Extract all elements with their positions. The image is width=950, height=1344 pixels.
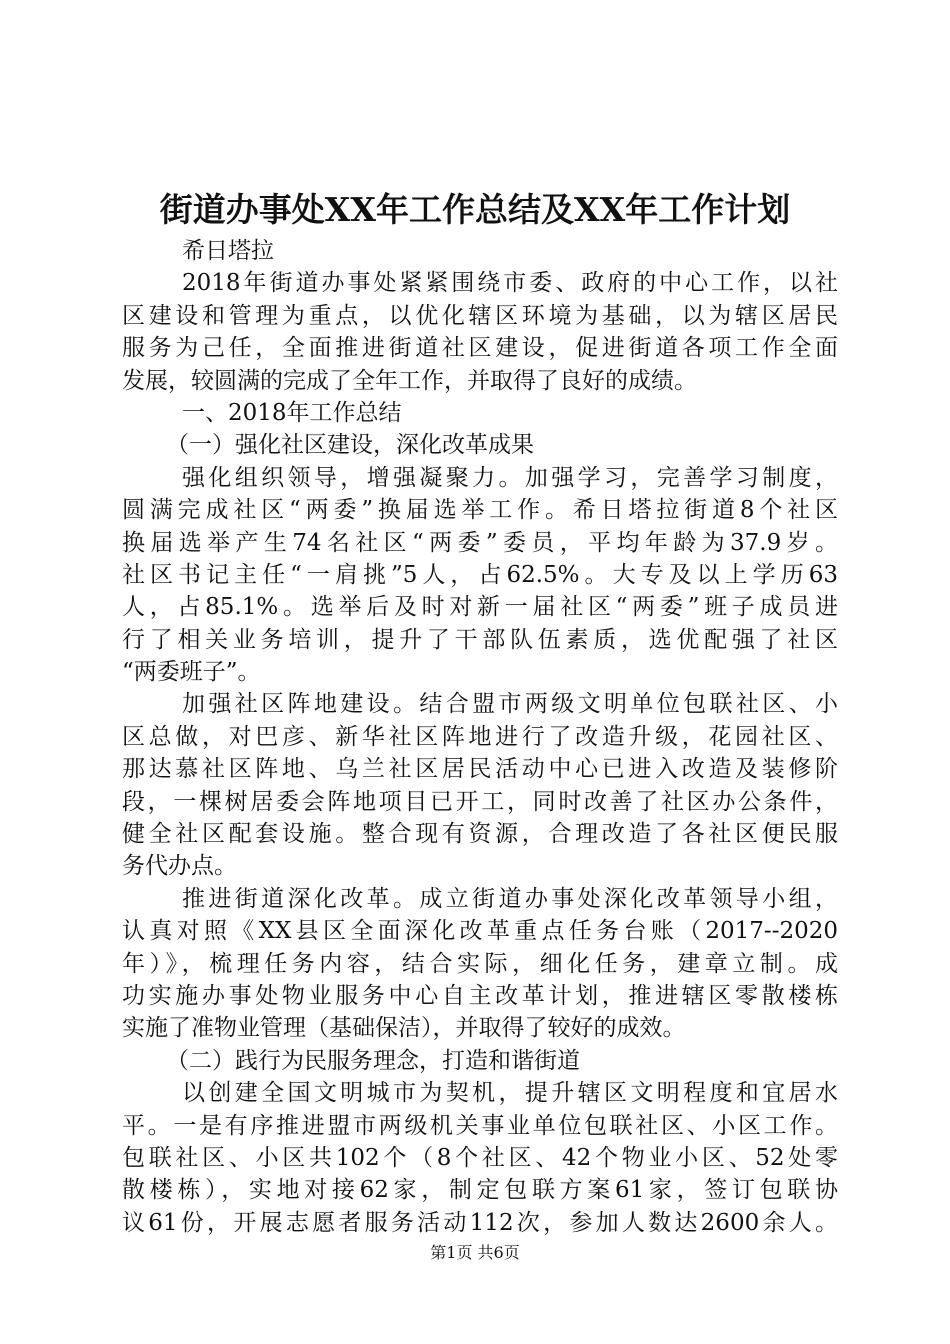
body-line: 包联社区、小区共102个（8个社区、42个物业小区、52处零 bbox=[122, 1144, 838, 1171]
body-line: 健全社区配套设施。整合现有资源，合理改造了各社区便民服 bbox=[122, 821, 838, 848]
body-line: 区总做，对巴彦、新华社区阵地进行了改造升级，花园社区、 bbox=[122, 723, 838, 750]
body-line: 认真对照《XX县区全面深化改革重点任务台账（2017--2020 bbox=[122, 918, 838, 945]
body-line: （二）践行为民服务理念，打造和谐街道 bbox=[166, 1047, 580, 1074]
body-line: 议61份，开展志愿者服务活动112次，参加人数达2600余人。 bbox=[122, 1209, 838, 1236]
body-line: 以创建全国文明城市为契机，提升辖区文明程度和宜居水 bbox=[182, 1080, 838, 1107]
body-line: 年）》，梳理任务内容，结合实际，细化任务，建章立制。成 bbox=[122, 950, 838, 977]
body-line: （一）强化社区建设，深化改革成果 bbox=[166, 432, 534, 459]
body-line: “两委班子”。 bbox=[122, 659, 261, 686]
body-line: 社区书记主任“一肩挑”5人，占62.5%。大专及以上学历63 bbox=[122, 561, 838, 588]
document-body bbox=[122, 235, 838, 1239]
body-line: 散楼栋），实地对接62家，制定包联方案61家，签订包联协 bbox=[122, 1177, 838, 1204]
body-line: 人，占85.1%。选举后及时对新一届社区“两委”班子成员进 bbox=[122, 594, 838, 621]
body-line: 推进街道深化改革。成立街道办事处深化改革领导小组， bbox=[182, 885, 838, 912]
body-line: 功实施办事处物业服务中心自主改革计划，推进辖区零散楼栋 bbox=[122, 982, 838, 1009]
body-line: 强化组织领导，增强凝聚力。加强学习，完善学习制度， bbox=[182, 464, 838, 491]
body-line: 一、2018年工作总结 bbox=[182, 399, 402, 426]
page-footer: 第1页 共6页 bbox=[430, 1243, 520, 1262]
body-line: 圆满完成社区“两委”换届选举工作。希日塔拉街道8个社区 bbox=[122, 497, 838, 524]
document-title: 街道办事处XX年工作总结及XX年工作计划 bbox=[159, 190, 791, 229]
body-line: 2018年街道办事处紧紧围绕市委、政府的中心工作，以社 bbox=[182, 270, 838, 297]
body-line: 务代办点。 bbox=[122, 853, 237, 880]
body-line: 希日塔拉 bbox=[182, 238, 274, 264]
body-line: 区建设和管理为重点，以优化辖区环境为基础，以为辖区居民 bbox=[122, 302, 838, 329]
body-line: 服务为己任，全面推进街道社区建设，促进街道各项工作全面 bbox=[122, 335, 838, 362]
body-line: 换届选举产生74名社区“两委”委员，平均年龄为37.9岁。 bbox=[122, 529, 838, 556]
body-line: 实施了准物业管理（基础保洁），并取得了较好的成效。 bbox=[122, 1015, 686, 1042]
body-line: 发展，较圆满的完成了全年工作，并取得了良好的成绩。 bbox=[122, 367, 697, 394]
body-line: 加强社区阵地建设。结合盟市两级文明单位包联社区、小 bbox=[182, 691, 838, 718]
body-line: 那达慕社区阵地、乌兰社区居民活动中心已进入改造及装修阶 bbox=[122, 756, 838, 783]
body-line: 段，一棵树居委会阵地项目已开工，同时改善了社区办公条件， bbox=[122, 788, 838, 815]
body-line: 平。一是有序推进盟市两级机关事业单位包联社区、小区工作。 bbox=[122, 1112, 838, 1139]
body-line: 行了相关业务培训，提升了干部队伍素质，选优配强了社区 bbox=[122, 626, 838, 653]
